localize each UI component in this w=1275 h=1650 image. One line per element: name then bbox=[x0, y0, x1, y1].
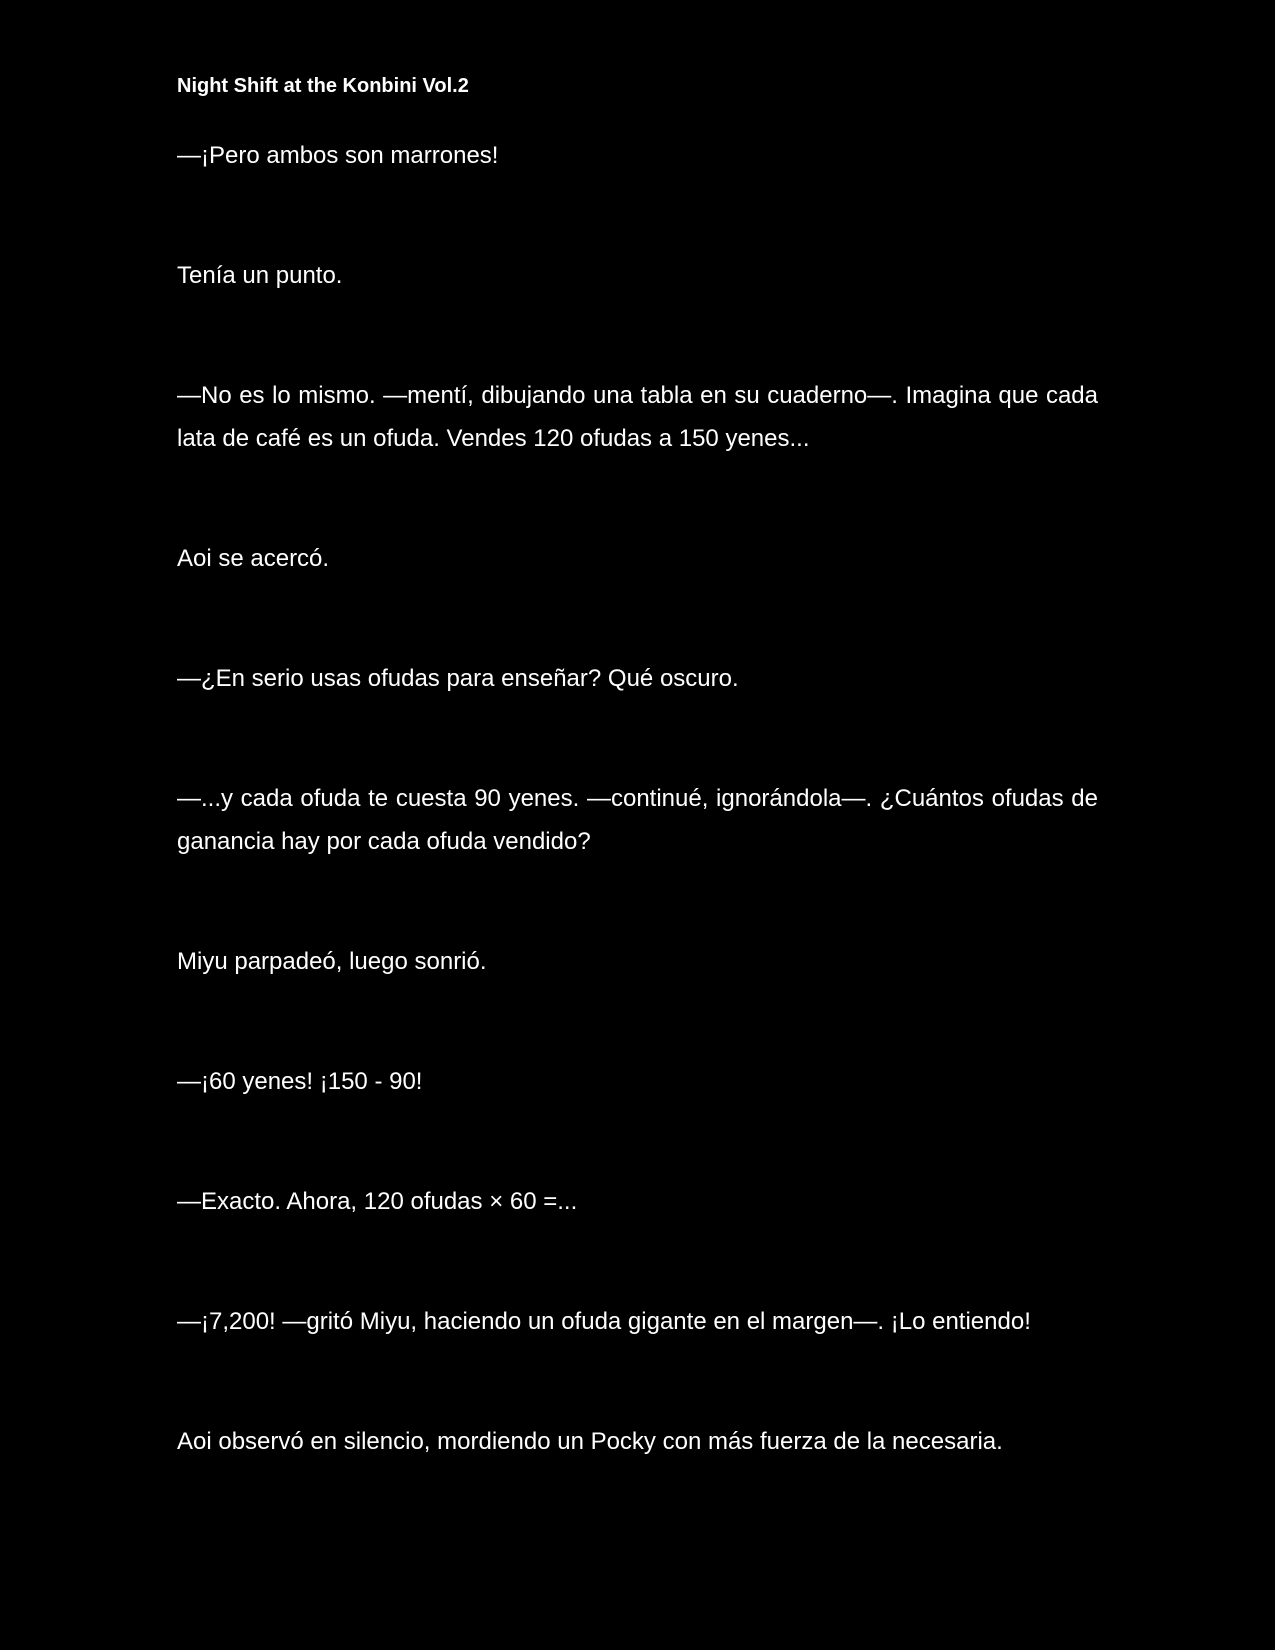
running-header: Night Shift at the Konbini Vol.2 bbox=[177, 75, 469, 97]
paragraph: —¡Pero ambos son marrones! bbox=[177, 142, 499, 169]
paragraph: Tenía un punto. bbox=[177, 262, 343, 289]
paragraph: —¿En serio usas ofudas para enseñar? Qué oscuro. bbox=[177, 665, 739, 692]
paragraph: —¡7,200! —gritó Miyu, haciendo un ofuda gigante en el margen—. ¡Lo entiendo! bbox=[177, 1308, 1031, 1335]
paragraph: Aoi observó en silencio, mordiendo un Pocky con más fuerza de la necesaria. bbox=[177, 1428, 1003, 1455]
document-page bbox=[177, 72, 1098, 1540]
paragraph: —¡60 yenes! ¡150 - 90! bbox=[177, 1068, 423, 1095]
paragraph: —...y cada ofuda te cuesta 90 yenes. —continué, ignorándola—. ¿Cuántos ofudas de ganancia hay por cada ofuda vendido? bbox=[177, 785, 1098, 855]
paragraph: Miyu parpadeó, luego sonrió. bbox=[177, 948, 487, 975]
paragraph: Aoi se acercó. bbox=[177, 545, 330, 572]
paragraph: —No es lo mismo. —mentí, dibujando una tabla en su cuaderno—. Imagina que cada lata de café es un ofuda. Vendes 120 ofudas a 150 yenes... bbox=[177, 382, 1098, 452]
paragraph: —Exacto. Ahora, 120 ofudas × 60 =... bbox=[177, 1188, 578, 1215]
